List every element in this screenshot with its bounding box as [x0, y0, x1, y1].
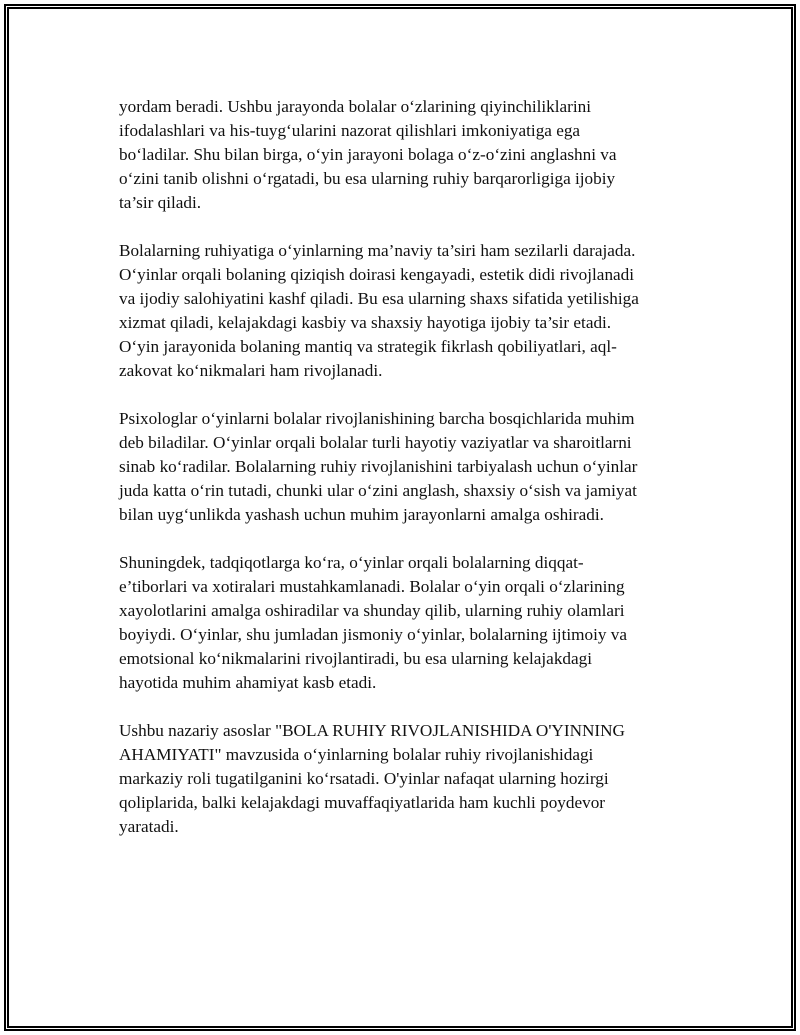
paragraph-3: Psixologlar o‘yinlarni bolalar rivojlanishining barcha bosqichlarida muhim deb biladilar. O‘yinlar orqali bolalar turli hayotiy vaziyatlar va sharoitlarni sinab ko‘radilar. Bolalarning ruhiy rivojlanishini tarbiyalash uchun o‘yinlar juda katta o‘rin tutadi, chunki ular o‘zini anglash, shaxsiy o‘sish va jamiyat bilan uyg‘unlikda yashash uchun muhim jarayonlarni amalga oshiradi. — [119, 409, 638, 524]
paragraph-2: Bolalarning ruhiyatiga o‘yinlarning ma’naviy ta’siri ham sezilarli darajada. O‘yinlar orqali bolaning qiziqish doirasi kengayadi, estetik didi rivojlanadi va ijodiy salohiyatini kashf qiladi. Bu esa ularning shaxs sifatida yetilishiga xizmat qiladi, kelajakdagi kasbiy va shaxsiy hayotiga ijobiy ta’sir etadi. O‘yin jarayonida bolaning mantiq va strategik fikrlash qobiliyatlari, aql- zakovat ko‘nikmalari ham rivojlanadi. — [119, 241, 639, 380]
paragraph-1: yordam beradi. Ushbu jarayonda bolalar o‘zlarining qiyinchiliklarini ifodalashlari va his-tuyg‘ularini nazorat qilishlari imkoniyatiga ega bo‘ladilar. Shu bilan birga, o‘yin jarayoni bolaga o‘z-o‘zini anglashni va o‘zini tanib olishni o‘rgatadi, bu esa ularning ruhiy barqarorligiga ijobiy ta’sir qiladi. — [119, 97, 617, 212]
paragraph-5: Ushbu nazariy asoslar "BOLA RUHIY RIVOJLANISHIDA O'YINNING AHAMIYATI" mavzusida o‘yinlarning bolalar ruhiy rivojlanishidagi markaziy roli tugatilganini ko‘rsatadi. O'yinlar nafaqat ularning hozirgi qoliplarida, balki kelajakdagi muvaffaqiyatlarida ham kuchli poydevor yaratadi. — [119, 721, 625, 836]
document-body — [119, 95, 679, 863]
paragraph-4: Shuningdek, tadqiqotlarga ko‘ra, o‘yinlar orqali bolalarning diqqat- e’tiborlari va xotiralari mustahkamlanadi. Bolalar o‘yin orqali o‘zlarining xayolotlarini amalga oshiradilar va shunday qilib, ularning ruhiy olamlari boyiydi. O‘yinlar, shu jumladan jismoniy o‘yinlar, bolalarning ijtimoiy va emotsional ko‘nikmalarini rivojlantiradi, bu esa ularning kelajakdagi hayotida muhim ahamiyat kasb etadi. — [119, 553, 627, 692]
